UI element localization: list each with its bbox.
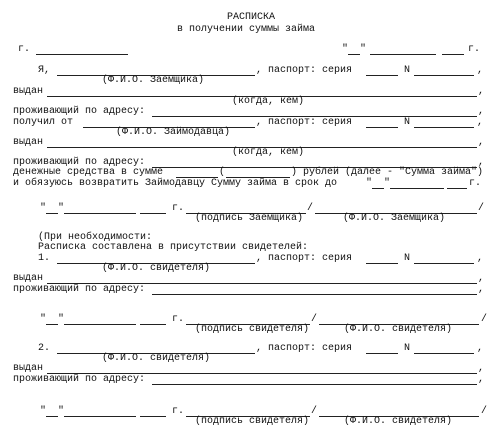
witnesses-text: Расписка составлена в присутствии свидетелей: [38, 242, 309, 253]
sig-witness-caption: (подпись свидетеля) [195, 416, 310, 427]
witness-2-number-field[interactable] [414, 353, 474, 354]
issued-label: выдан [13, 137, 44, 148]
witness-2-series-field[interactable] [366, 353, 398, 354]
fio-borrower-caption-2: (Ф.И.О. Заемщика) [343, 213, 446, 224]
passport-number-label: N [404, 253, 411, 264]
sig-day-field[interactable] [46, 213, 58, 214]
comma: , [477, 65, 484, 76]
sig-witness-caption: (подпись свидетеля) [195, 324, 310, 335]
sig-year-suffix: г. [172, 203, 185, 214]
w1-sig-month-field[interactable] [64, 324, 136, 325]
residing-label: проживающий по адресу: [13, 374, 146, 385]
return-year-field[interactable] [447, 188, 467, 189]
date-quote-close: " [384, 178, 391, 189]
date-day-field[interactable] [348, 54, 360, 55]
issued-label: выдан [13, 363, 44, 374]
fio-witness-caption: (Ф.И.О. свидетеля) [102, 353, 211, 364]
sig-month-field[interactable] [64, 213, 136, 214]
fio-witness-caption: (Ф.И.О. свидетеля) [102, 263, 211, 274]
sig-year-suffix: г. [172, 314, 185, 325]
sig-year-suffix: г. [172, 406, 185, 417]
date-quote-close: " [58, 203, 65, 214]
comma: , [477, 343, 484, 354]
w2-sig-day-field[interactable] [46, 416, 58, 417]
date-year-suffix: г. [469, 178, 482, 189]
lender-number-field[interactable] [414, 127, 474, 128]
slash: / [481, 406, 488, 417]
issued-label: выдан [13, 86, 44, 97]
witness-1-number-field[interactable] [414, 263, 474, 264]
passport-number-label: N [404, 117, 411, 128]
doc-subtitle: в получении суммы займа [177, 24, 316, 35]
comma: , [477, 253, 484, 264]
fio-witness-caption-2: (Ф.И.О. свидетеля) [344, 416, 453, 427]
received-from-label: получил от [13, 117, 74, 128]
slash: / [311, 314, 318, 325]
city-label: г. [18, 44, 31, 55]
return-month-field[interactable] [390, 188, 444, 189]
date-quote-open: " [342, 44, 349, 55]
slash: / [478, 203, 485, 214]
date-month-field[interactable] [370, 54, 436, 55]
passport-series-label: , паспорт: серия [256, 343, 353, 354]
if-needed-text: (При необходимости: [38, 232, 153, 243]
borrower-series-field[interactable] [366, 75, 398, 76]
return-text: и обязуюсь возвратить Займодавцу Сумму займа в срок до [13, 178, 338, 189]
slash: / [307, 203, 314, 214]
sig-year-field[interactable] [140, 213, 166, 214]
passport-series-label: , паспорт: серия [256, 117, 353, 128]
w1-sig-year-field[interactable] [140, 324, 166, 325]
comma: , [477, 117, 484, 128]
date-quote-open: " [40, 406, 47, 417]
residing-label: проживающий по адресу: [13, 157, 146, 168]
lender-series-field[interactable] [366, 127, 398, 128]
city-field[interactable] [36, 54, 128, 55]
date-quote-close: " [58, 406, 65, 417]
comma: , [478, 284, 485, 295]
witness-2-number: 2. [38, 343, 51, 354]
when-by-whom-caption: (когда, кем) [232, 147, 305, 158]
comma: , [478, 374, 485, 385]
line-i: Я, [38, 65, 51, 76]
witness-2-address-field[interactable] [152, 384, 477, 385]
w2-sig-year-field[interactable] [140, 416, 166, 417]
witness-1-address-field[interactable] [152, 294, 477, 295]
comma: , [478, 86, 485, 97]
issued-label: выдан [13, 273, 44, 284]
comma: , [478, 157, 485, 168]
passport-number-label: N [404, 343, 411, 354]
comma: , [478, 106, 485, 117]
when-by-whom-caption: (когда, кем) [232, 96, 305, 107]
date-quote-open: " [40, 203, 47, 214]
passport-series-label: , паспорт: серия [256, 65, 353, 76]
comma: , [478, 363, 485, 374]
fio-borrower-caption: (Ф.И.О. Заемщика) [102, 75, 205, 86]
money-text-b: ) рублей (далее - "Сумма займа") [291, 167, 484, 178]
date-quote-open: " [366, 178, 373, 189]
date-quote-close: " [360, 44, 367, 55]
witness-1-series-field[interactable] [366, 263, 398, 264]
passport-number-label: N [404, 65, 411, 76]
comma: , [478, 137, 485, 148]
w2-sig-month-field[interactable] [64, 416, 136, 417]
date-year-field[interactable] [442, 54, 464, 55]
money-text-a: денежные средства в сумме [13, 167, 164, 178]
borrower-number-field[interactable] [414, 75, 474, 76]
witness-1-number: 1. [38, 253, 51, 264]
fio-witness-caption-2: (Ф.И.О. свидетеля) [344, 324, 453, 335]
w1-sig-day-field[interactable] [46, 324, 58, 325]
slash: / [481, 314, 488, 325]
residing-label: проживающий по адресу: [13, 284, 146, 295]
date-quote-open: " [40, 314, 47, 325]
slash: / [311, 406, 318, 417]
return-day-field[interactable] [372, 188, 384, 189]
date-quote-close: " [58, 314, 65, 325]
date-year-suffix: г. [468, 44, 481, 55]
comma: , [478, 273, 485, 284]
passport-series-label: , паспорт: серия [256, 253, 353, 264]
fio-lender-caption: (Ф.И.О. Займодавца) [116, 127, 231, 138]
doc-title: РАСПИСКА [227, 12, 276, 23]
money-paren-open: ( [219, 167, 226, 178]
residing-label: проживающий по адресу: [13, 106, 146, 117]
sig-borrower-caption: (подпись Заемщика) [195, 213, 304, 224]
